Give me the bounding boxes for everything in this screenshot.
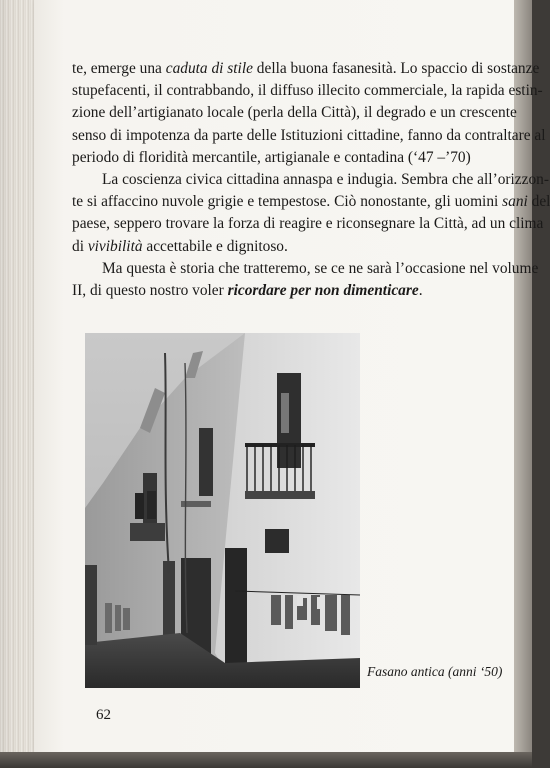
text-line-5 xyxy=(72,147,492,169)
text-line-2 xyxy=(72,80,543,102)
text-line-11 xyxy=(72,280,492,302)
text-run: te, emerge una xyxy=(72,60,166,77)
text-run: zione dell’artigianato locale (perla della Città), il degrado e un crescente xyxy=(72,104,517,122)
text-run: Ma questa è storia che tratteremo, se ce ne sarà l’occasione nel volume xyxy=(102,259,539,277)
emphasis-ricordare-per-non-dimenticare: ricordare per non dimenticare xyxy=(227,282,419,300)
emphasis-caduta-di-stile: caduta di stile xyxy=(165,60,253,77)
text-run: La coscienza civica cittadina annaspa e indugia. Sembra che all’orizzon- xyxy=(102,171,549,189)
emphasis-sani: sani xyxy=(502,193,528,211)
page-bottom-shadow xyxy=(0,752,532,768)
text-line-10 xyxy=(72,258,539,280)
figure-caption: Fasano antica (anni ‘50) xyxy=(367,664,503,679)
page-stack-edge xyxy=(0,0,34,768)
text-line-9 xyxy=(72,236,492,258)
text-run: di xyxy=(72,237,88,255)
text-run: te si affaccino nuvole grigie e tempestose. Ciò nonostante, gli uomini xyxy=(72,193,503,211)
emphasis-vivibilita: vivibilità xyxy=(87,237,143,255)
text-run: paese, seppero trovare la forza di reagire e riconsegnare la Città, ad un clima xyxy=(72,215,544,233)
text-run: periodo di floridità mercantile, artigianale e contadina (‘47 –’70) xyxy=(72,148,471,166)
text-run: II, di questo nostro voler xyxy=(72,282,228,300)
text-line-6 xyxy=(72,169,549,191)
text-line-8 xyxy=(72,213,544,235)
body-text xyxy=(72,58,550,302)
text-line-4 xyxy=(72,125,546,147)
text-run: stupefacenti, il contrabbando, il diffuso illecito commerciale, la rapida estin- xyxy=(72,82,543,100)
text-run: . xyxy=(418,282,423,300)
page-number: 62 xyxy=(96,707,111,723)
historic-street-photo xyxy=(85,333,360,688)
text-line-1 xyxy=(72,58,540,80)
text-line-7 xyxy=(72,191,550,213)
text-run: accettabile e dignitoso. xyxy=(142,237,288,255)
text-line-3 xyxy=(72,102,517,124)
text-run: senso di impotenza da parte delle Istituzioni cittadine, fanno da contraltare al xyxy=(72,126,546,144)
text-run: del xyxy=(527,193,550,211)
text-run: della buona fasanesità. Lo spaccio di sostanze xyxy=(252,60,540,77)
street-photo-illustration xyxy=(85,333,360,688)
